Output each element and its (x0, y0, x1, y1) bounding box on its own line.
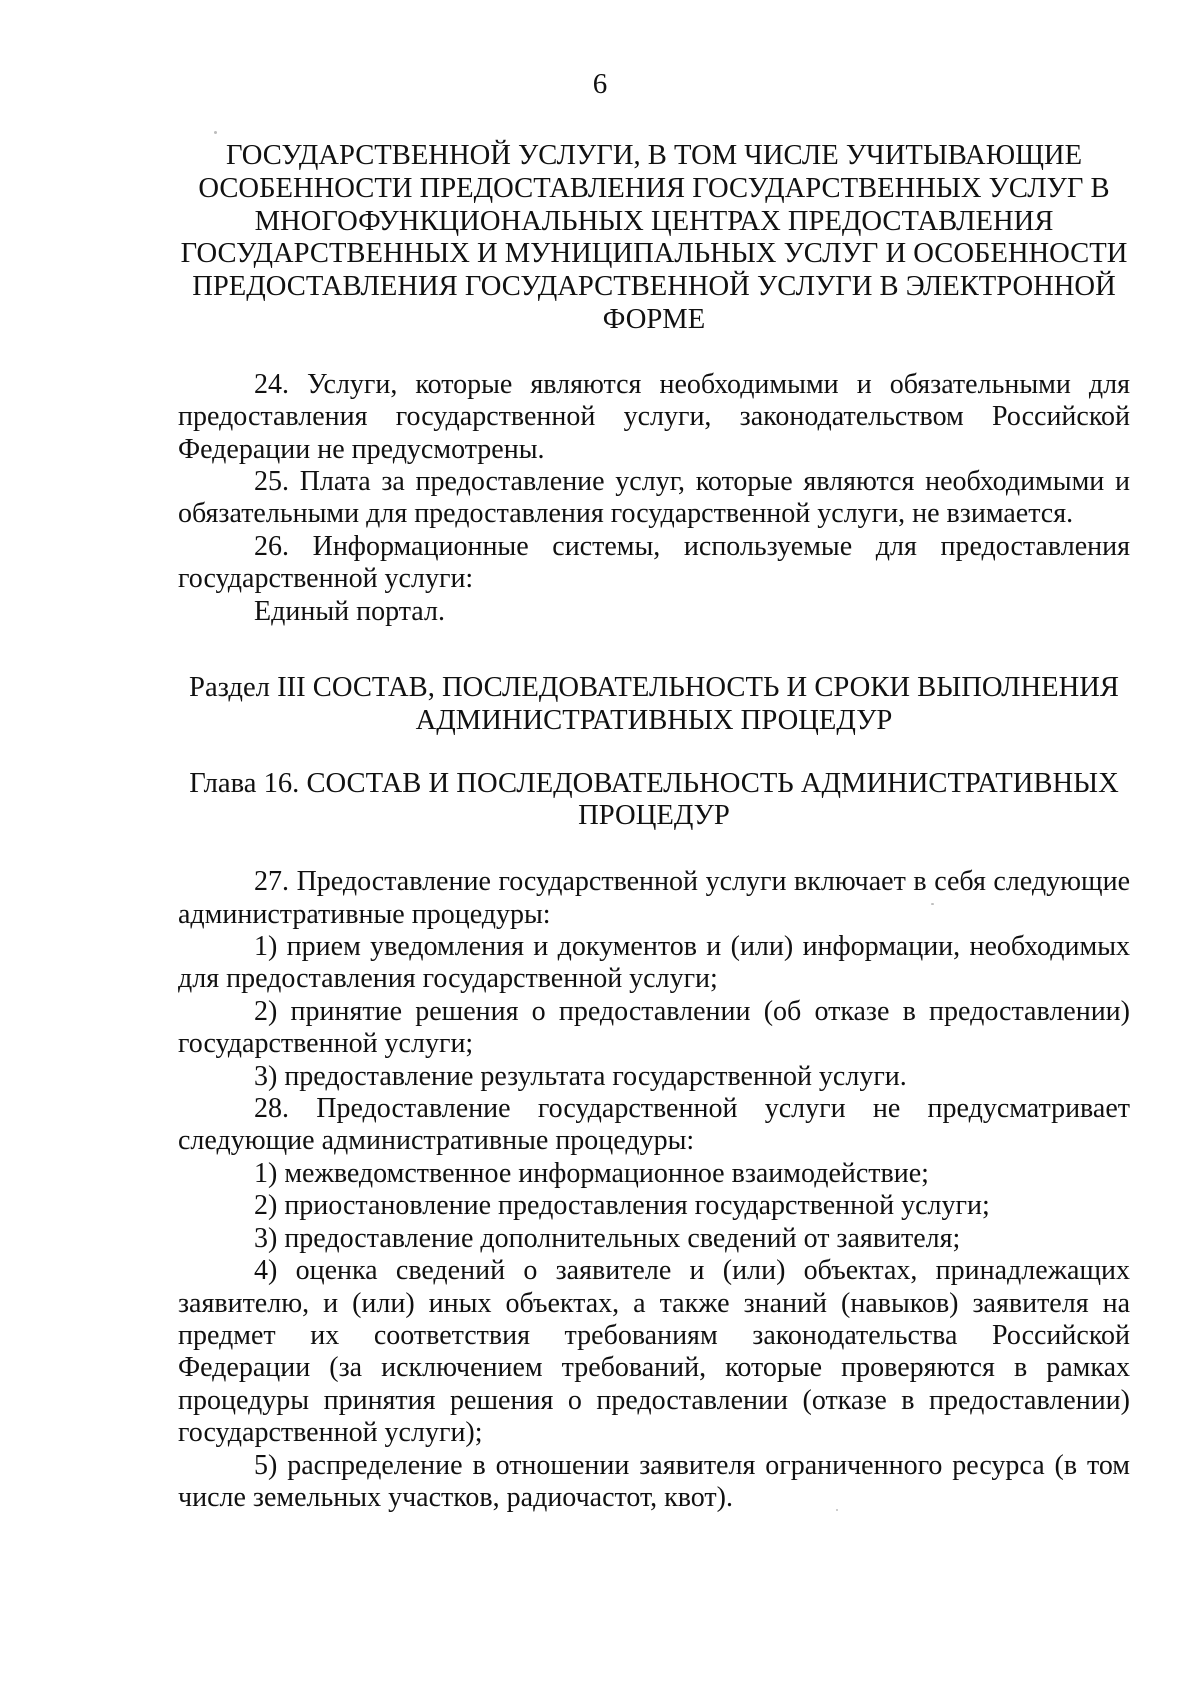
paragraph-25: 25. Плата за предоставление услуг, которые являются необходимыми и обязательными для предоставления государственной услуги, не взимается. (178, 466, 1130, 530)
heading-top (178, 140, 1130, 337)
heading-top-line: МНОГОФУНКЦИОНАЛЬНЫХ ЦЕНТРАХ ПРЕДОСТАВЛЕНИЯ (254, 205, 1054, 237)
list-item: 1) межведомственное информационное взаимодействие; (254, 1157, 929, 1189)
chapter-heading (178, 768, 1130, 834)
scan-speck (836, 1509, 838, 1511)
heading-top-line: ГОСУДАРСТВЕННОЙ УСЛУГИ, В ТОМ ЧИСЛЕ УЧИТЫВАЮЩИЕ (225, 140, 1083, 171)
heading-top-line: ПРЕДОСТАВЛЕНИЯ ГОСУДАРСТВЕННОЙ УСЛУГИ В ЭЛЕКТРОННОЙ (192, 271, 1116, 303)
scan-speck (931, 903, 934, 905)
list-item: 3) предоставление дополнительных сведений от заявителя; (254, 1222, 961, 1254)
section-heading-line: Раздел III СОСТАВ, ПОСЛЕДОВАТЕЛЬНОСТЬ И СРОКИ ВЫПОЛНЕНИЯ (189, 672, 1119, 704)
section-heading (178, 672, 1130, 738)
section-heading-line: АДМИНИСТРАТИВНЫХ ПРОЦЕДУР (415, 704, 893, 736)
list-item: 2) приостановление предоставления государственной услуги; (254, 1190, 990, 1222)
list-item: 1) прием уведомления и документов и (или) информации, необходимых для предоставления государственной услуги; (178, 931, 1130, 995)
heading-top-line: ГОСУДАРСТВЕННЫХ И МУНИЦИПАЛЬНЫХ УСЛУГ И ОСОБЕННОСТИ (180, 238, 1128, 270)
list-item: 3) предоставление результата государственной услуги. (254, 1060, 907, 1092)
page-content (178, 140, 1130, 1514)
list-item: 4) оценка сведений о заявителе и (или) объектах, принадлежащих заявителю, и (или) иных объектах, а также знаний (навыков) заявителя на предмет их соответствия требованиям законодательства Российской Федерации (за исключением требований, которые проверяются в рамках процедуры принятия решения о предоставлении (отказе в предоставлении) государственной услуги); (178, 1255, 1130, 1449)
heading-top-line: ОСОБЕННОСТИ ПРЕДОСТАВЛЕНИЯ ГОСУДАРСТВЕННЫХ УСЛУГ В (198, 172, 1110, 204)
paragraph-27: 27. Предоставление государственной услуги включает в себя следующие административные процедуры: (178, 866, 1130, 930)
paragraph-24: 24. Услуги, которые являются необходимыми и обязательными для предоставления государственной услуги, законодательством Российской Федерации не предусмотрены. (178, 368, 1130, 465)
scan-speck (214, 131, 217, 134)
chapter-heading-line: Глава 16. СОСТАВ И ПОСЛЕДОВАТЕЛЬНОСТЬ АДМИНИСТРАТИВНЫХ (189, 767, 1119, 799)
list-item: 2) принятие решения о предоставлении (об отказе в предоставлении) государственной услуги; (178, 995, 1130, 1060)
page-number: 6 (592, 68, 608, 100)
list-item: 5) распределение в отношении заявителя ограниченного ресурса (в том числе земельных участков, радиочастот, квот). (178, 1449, 1130, 1513)
paragraph-26: 26. Информационные системы, используемые для предоставления государственной услуги: (178, 530, 1130, 595)
heading-top-line: ФОРМЕ (602, 303, 706, 335)
paragraph-28: 28. Предоставление государственной услуги не предусматривает следующие административные процедуры: (178, 1093, 1130, 1157)
chapter-heading-line: ПРОЦЕДУР (578, 800, 730, 832)
paragraph-26-item: Единый портал. (254, 595, 445, 627)
